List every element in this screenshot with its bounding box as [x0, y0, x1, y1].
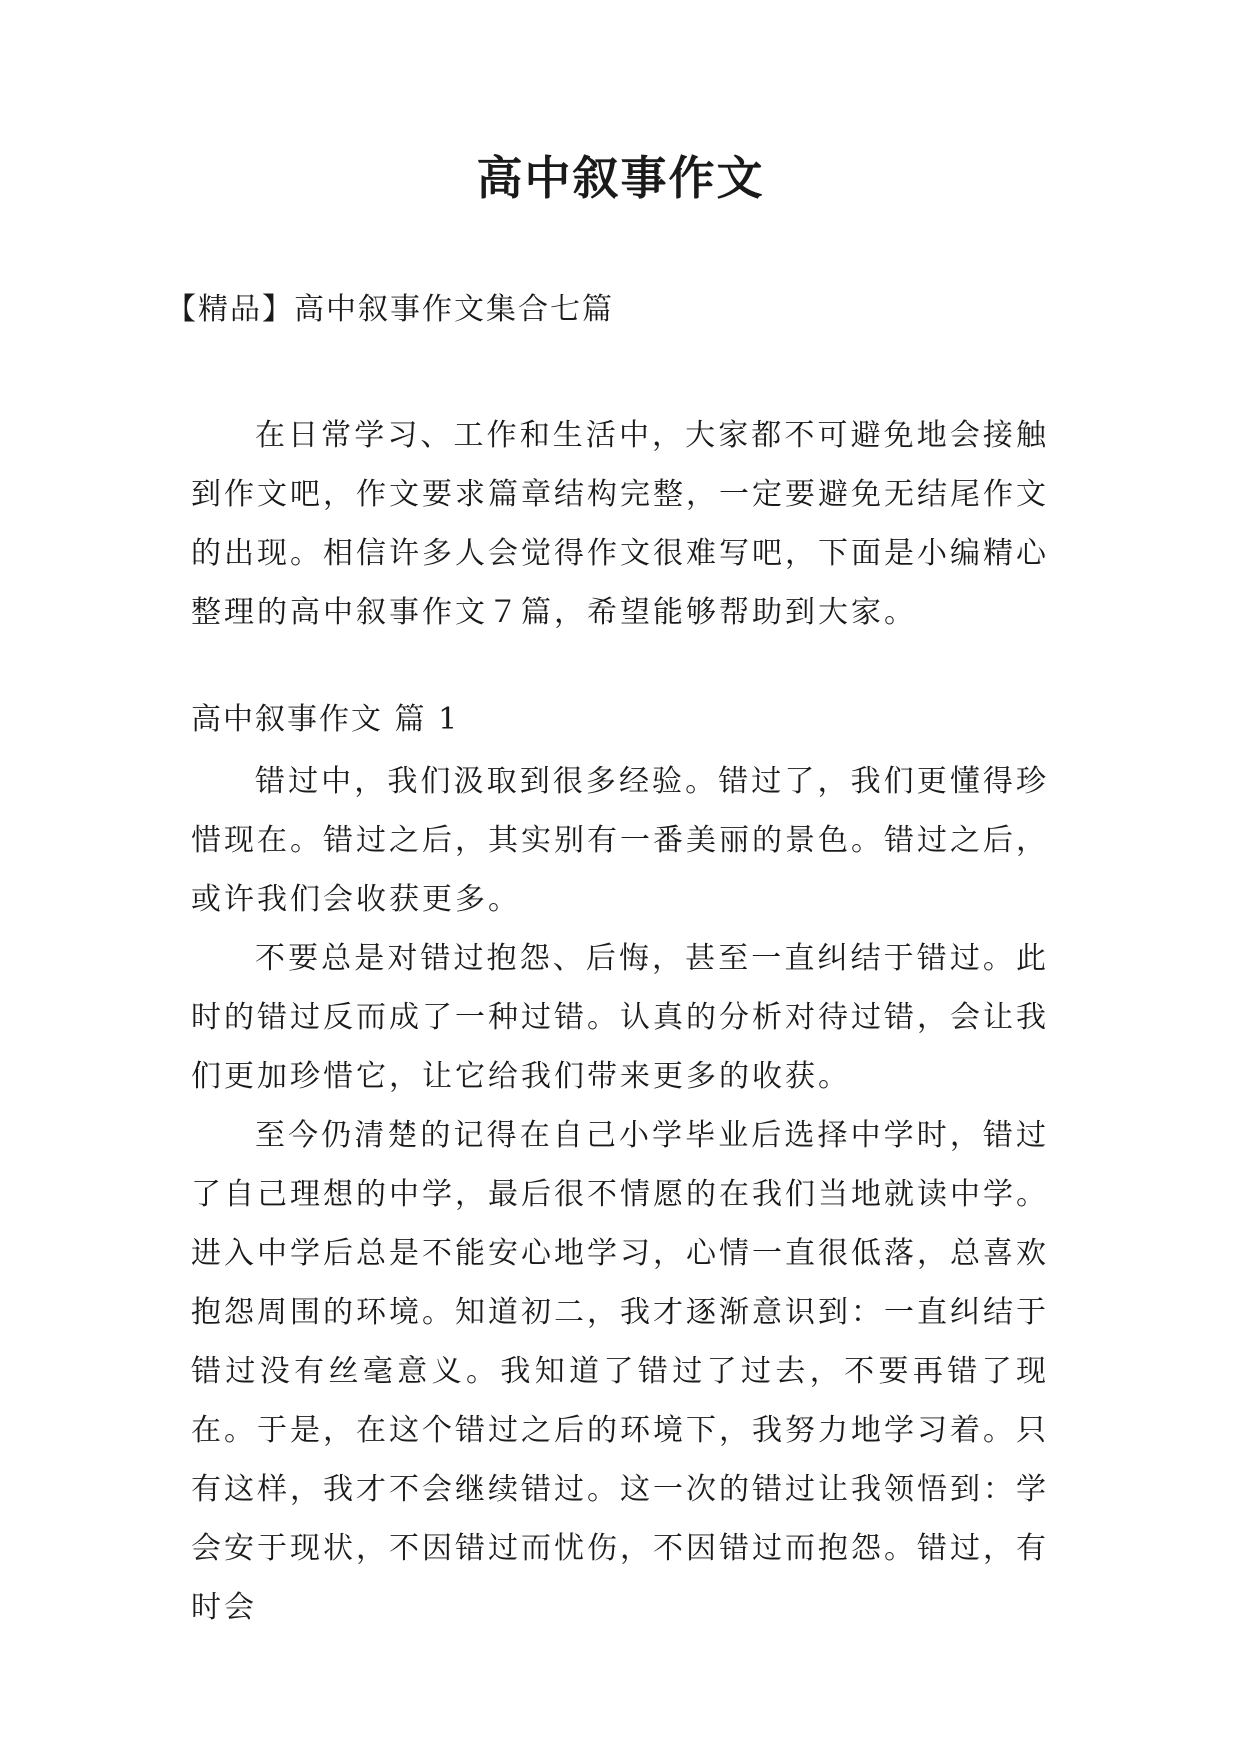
document-subtitle: 【精品】高中叙事作文集合七篇 — [166, 292, 614, 327]
essay-paragraph-3: 至今仍清楚的记得在自己小学毕业后选择中学时，错过了自己理想的中学，最后很不情愿的在我们当地就读中学。进入中学后总是不能安心地学习，心情一直很低落，总喜欢抱怨周围的环境。知道初二，我才逐渐意识到：一直纠结于错过没有丝毫意义。我知道了错过了过去，不要再错了现在。于是，在这个错过之后的环境下，我努力地学习着。只有这样，我才不会继续错过。这一次的错过让我领悟到：学会安于现状，不因错过而忧伤，不因错过而抱怨。错过，有时会 — [191, 1118, 1049, 1625]
essay-paragraph-1: 错过中，我们汲取到很多经验。错过了，我们更懂得珍惜现在。错过之后，其实别有一番美丽的景色。错过之后，或许我们会收获更多。 — [191, 764, 1049, 917]
essay-body — [191, 752, 1049, 1637]
intro-section — [191, 406, 1049, 642]
section-heading: 高中叙事作文 篇 1 — [191, 702, 460, 737]
essay-paragraph-2: 不要总是对错过抱怨、后悔，甚至一直纠结于错过。此时的错过反而成了一种过错。认真的分析对待过错，会让我们更加珍惜它，让它给我们带来更多的收获。 — [191, 941, 1049, 1094]
intro-paragraph: 在日常学习、工作和生活中，大家都不可避免地会接触到作文吧，作文要求篇章结构完整，一定要避免无结尾作文的出现。相信许多人会觉得作文很难写吧，下面是小编精心整理的高中叙事作文７篇，希望能够帮助到大家。 — [191, 418, 1049, 630]
document-title: 高中叙事作文 — [476, 151, 765, 205]
